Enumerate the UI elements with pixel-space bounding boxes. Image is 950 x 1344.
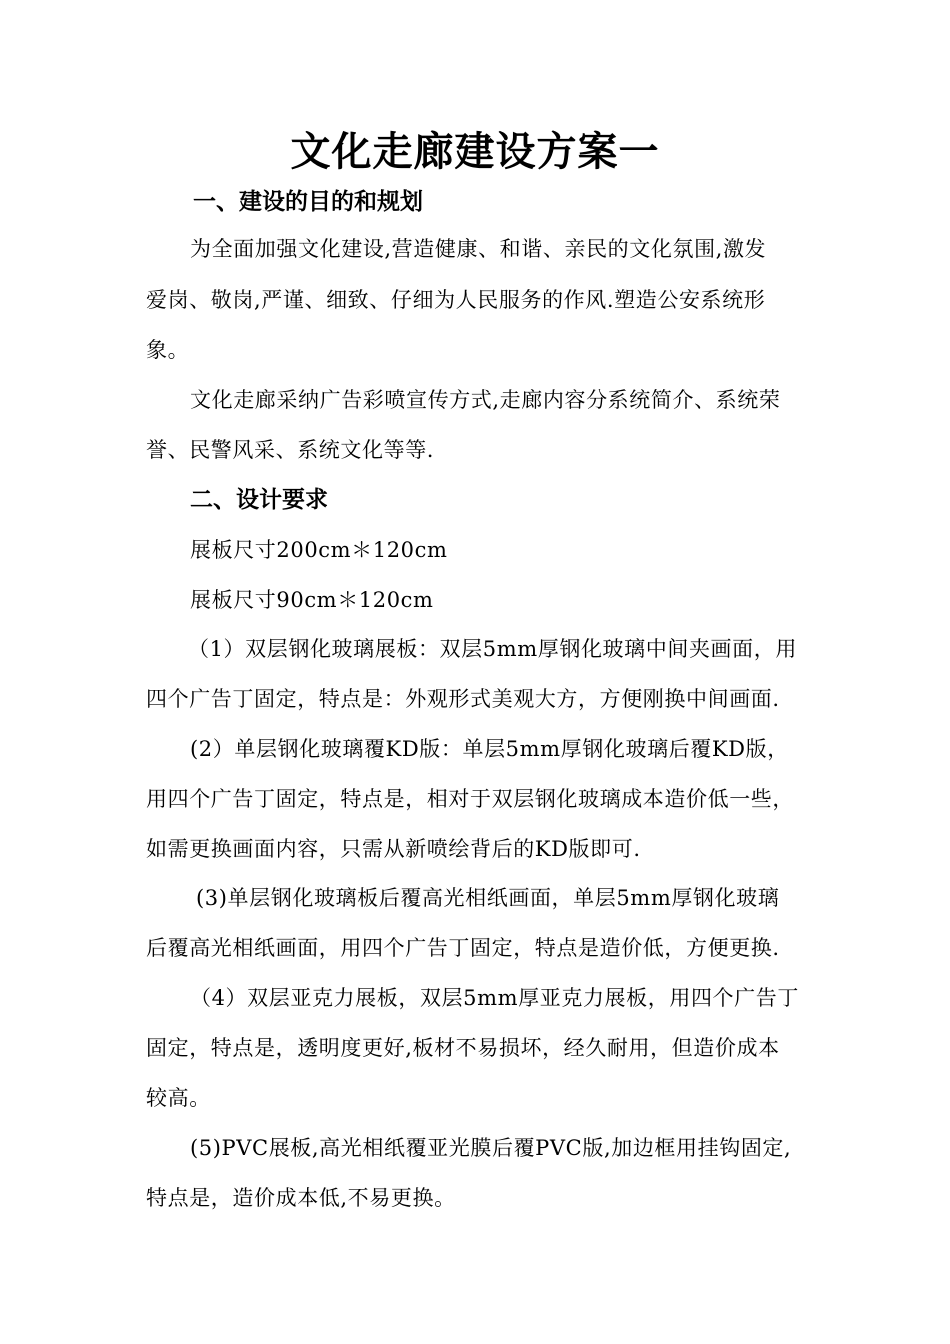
paragraph-line: 固定，特点是，透明度更好,板材不易损坏，经久耐用，但造价成本 [146,1036,780,1060]
paragraph-line: （4）双层亚克力展板，双层5mm厚亚克力展板，用四个广告丁 [190,986,799,1010]
paragraph-line: （1）双层钢化玻璃展板：双层5mm厚钢化玻璃中间夹画面，用 [188,637,797,661]
paragraph-line: 较高。 [146,1086,211,1110]
paragraph-line: 象。 [146,338,190,362]
paragraph-line: 如需更换画面内容，只需从新喷绘背后的KD版即可. [146,837,641,861]
section-heading-purpose: 一、建设的目的和规划 [193,188,423,215]
paragraph-line: 展板尺寸90cm＊120cm [190,588,434,612]
paragraph-line: (3)单层钢化玻璃板后覆高光相纸画面，单层5mm厚钢化玻璃 [196,886,780,910]
section-heading-requirements: 二、设计要求 [190,486,328,513]
paragraph-line: 展板尺寸200cm＊120cm [190,538,448,562]
paragraph-line: 后覆高光相纸画面，用四个广告丁固定，特点是造价低，方便更换. [146,936,780,960]
paragraph-line: 文化走廊采纳广告彩喷宣传方式,走廊内容分系统简介、系统荣 [190,388,781,412]
paragraph-line: (5)PVC展板,高光相纸覆亚光膜后覆PVC版,加边框用挂钩固定, [190,1136,792,1160]
paragraph-line: 为全面加强文化建设,营造健康、和谐、亲民的文化氛围,激发 [190,237,767,261]
paragraph-line: 爱岗、敬岗,严谨、细致、仔细为人民服务的作风.塑造公安系统形 [146,288,766,312]
paragraph-line: (2）单层钢化玻璃覆KD版：单层5mm厚钢化玻璃后覆KD版， [190,737,789,761]
document-title: 文化走廊建设方案一 [290,128,660,175]
paragraph-line: 特点是，造价成本低,不易更换。 [146,1186,456,1210]
paragraph-line: 四个广告丁固定，特点是：外观形式美观大方，方便刚换中间画面. [146,687,780,711]
paragraph-line: 用四个广告丁固定，特点是，相对于双层钢化玻璃成本造价低一些， [146,787,794,811]
paragraph-line: 誉、民警风采、系统文化等等. [146,438,435,462]
